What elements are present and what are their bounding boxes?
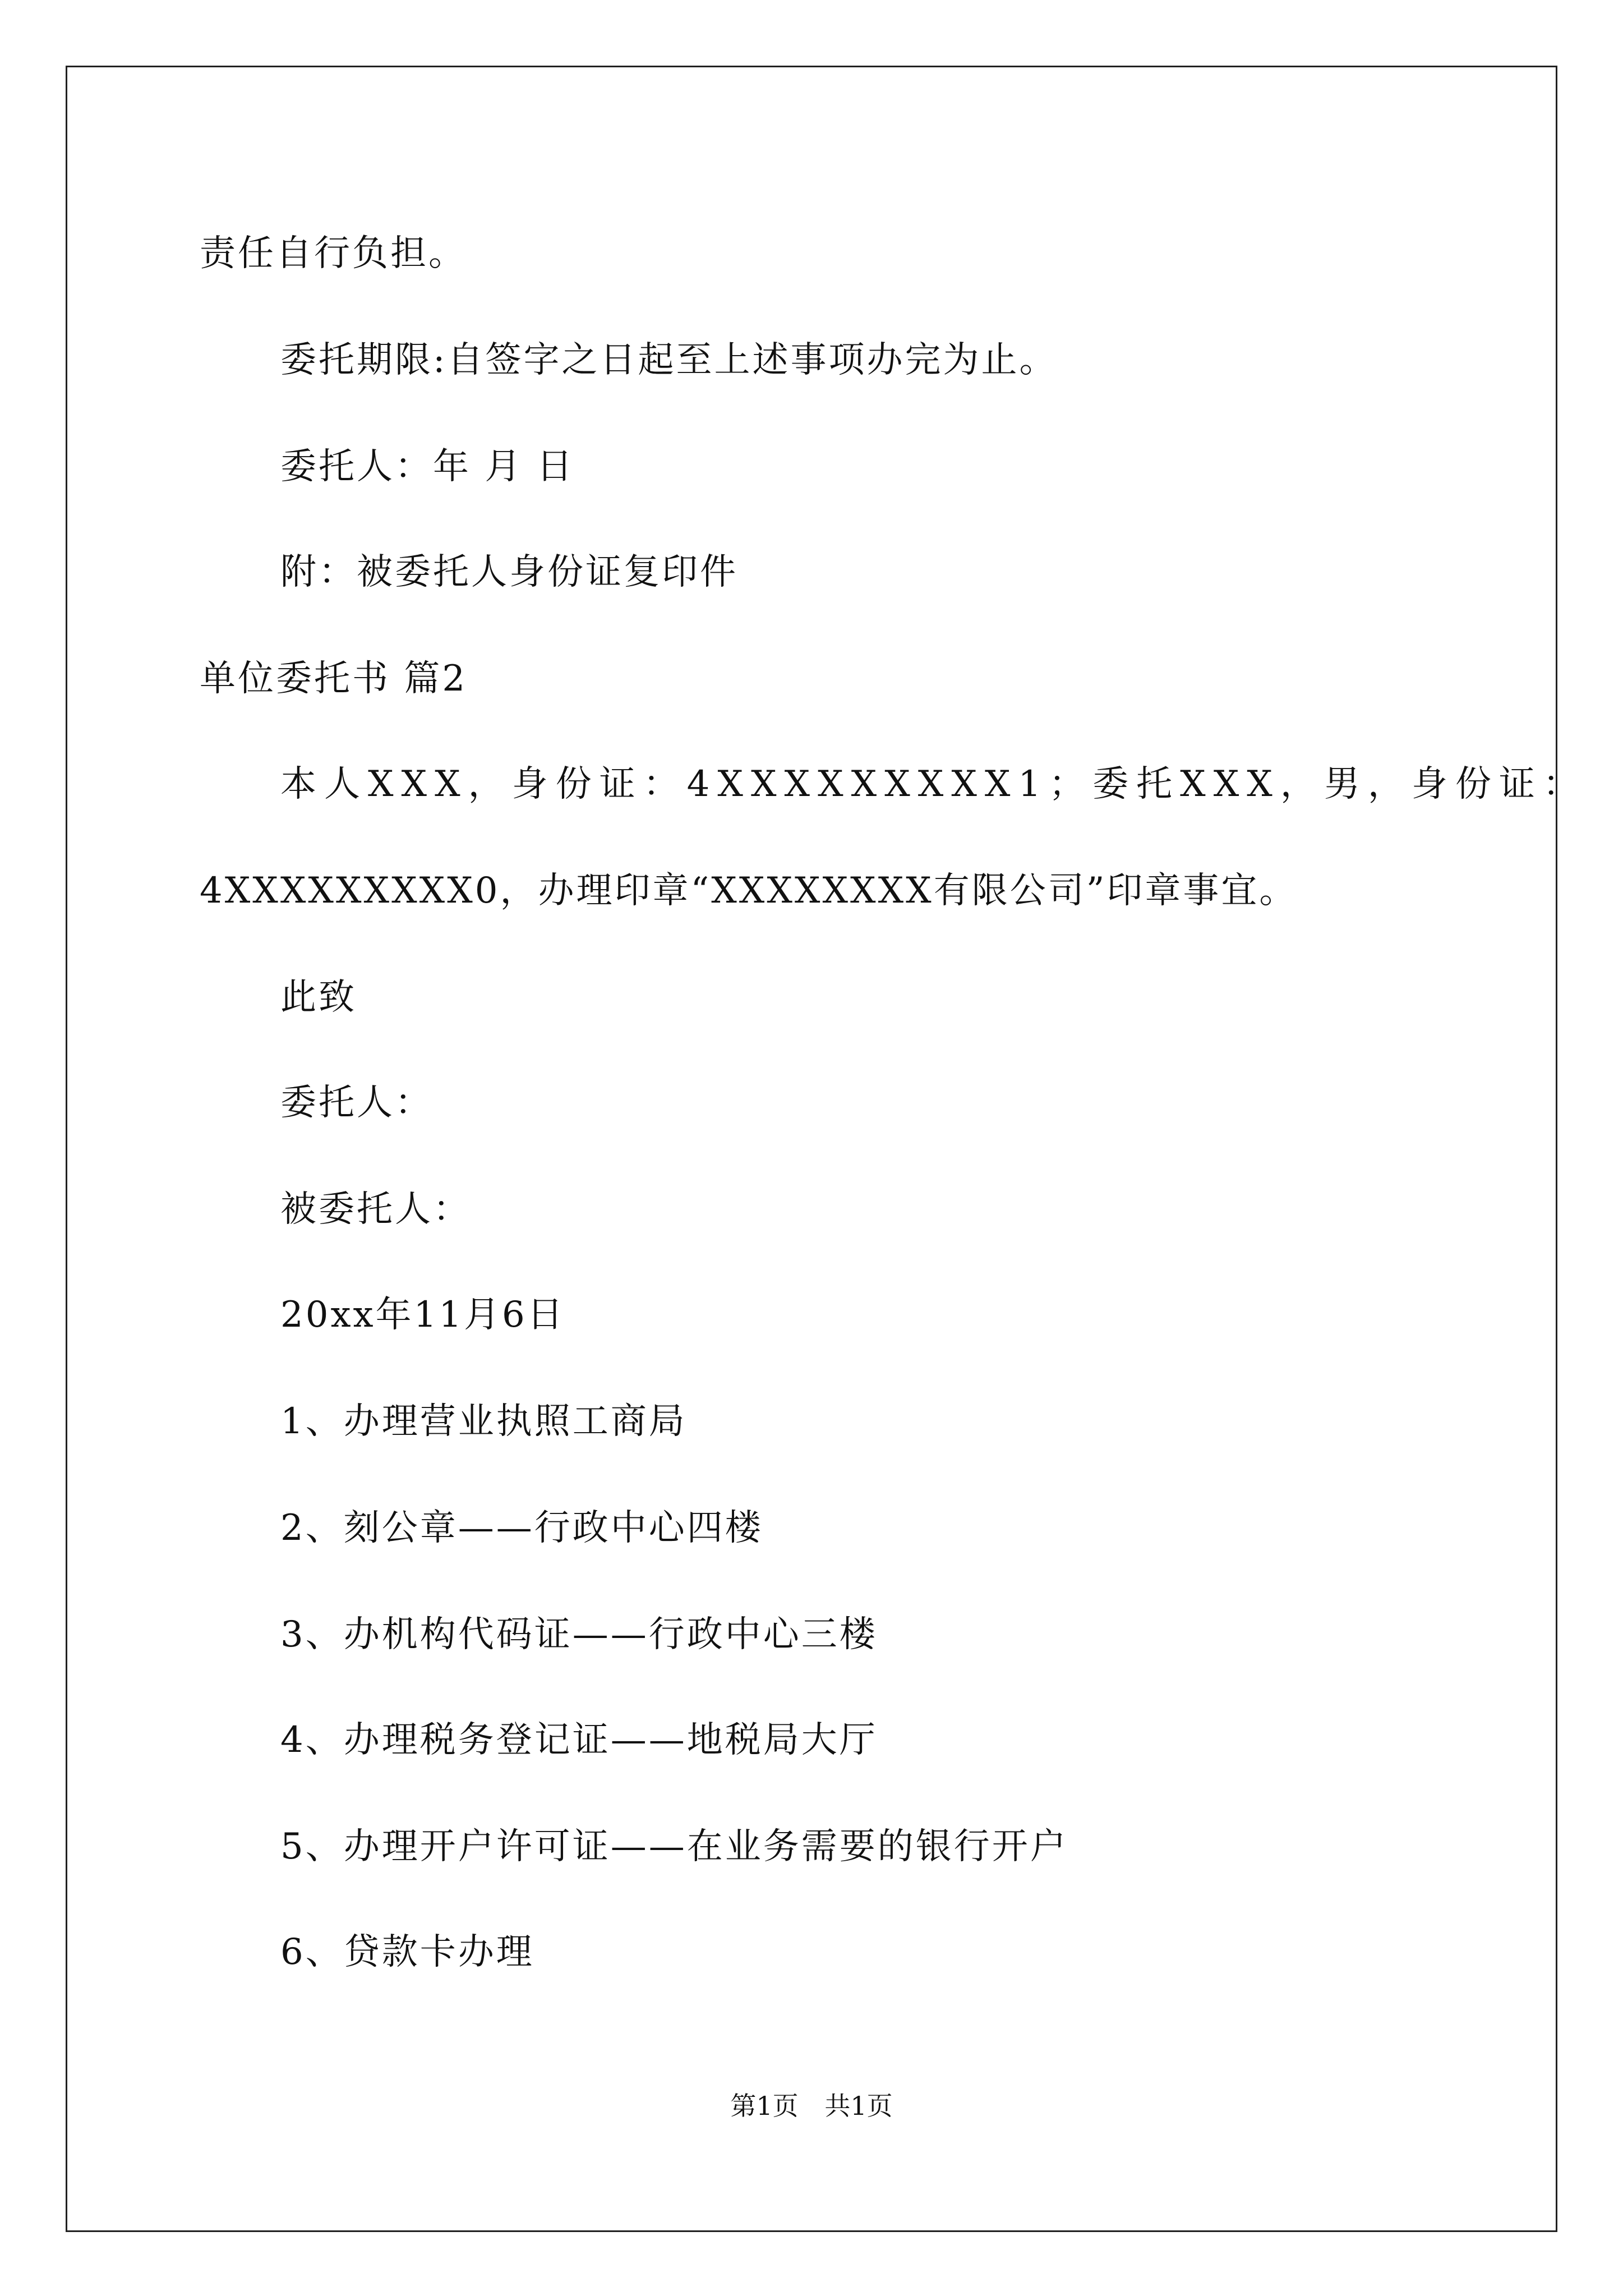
text-line-7: 4XXXXXXXXX0，办理印章“XXXXXXXX有限公司”印章事宜。 [200, 870, 1298, 912]
section-heading: 单位委托书 篇2 [200, 658, 468, 700]
page-number-total: 共1页 [824, 2091, 893, 2121]
page-border [66, 66, 1557, 2232]
page-footer [0, 2089, 1623, 2123]
list-item-1: 1、办理营业执照工商局 [280, 1401, 687, 1442]
list-item-5: 5、办理开户许可证——在业务需要的银行开户 [280, 1826, 1068, 1867]
text-line-10: 被委托人： [280, 1189, 471, 1230]
text-line-6: 本人XXX，身份证：4XXXXXXXXX1；委托XXX，男，身份证： [280, 763, 1587, 805]
list-item-6: 6、贷款卡办理 [280, 1931, 534, 1973]
list-item-2: 2、刻公章——行政中心四楼 [280, 1507, 763, 1549]
text-line-8: 此致 [280, 977, 357, 1018]
page-number-current: 第1页 [730, 2091, 799, 2121]
list-item-3: 3、办机构代码证——行政中心三楼 [280, 1614, 878, 1655]
list-item-4: 4、办理税务登记证——地税局大厅 [280, 1719, 878, 1761]
text-line-3: 委托人：年 月 日 [280, 446, 575, 487]
text-line-1: 责任自行负担。 [200, 233, 467, 274]
text-line-11: 20xx年11月6日 [280, 1294, 565, 1336]
text-line-4: 附：被委托人身份证复印件 [280, 551, 738, 593]
text-line-2: 委托期限:自签字之日起至上述事项办完为止。 [280, 339, 1058, 381]
text-line-9: 委托人： [280, 1082, 433, 1124]
